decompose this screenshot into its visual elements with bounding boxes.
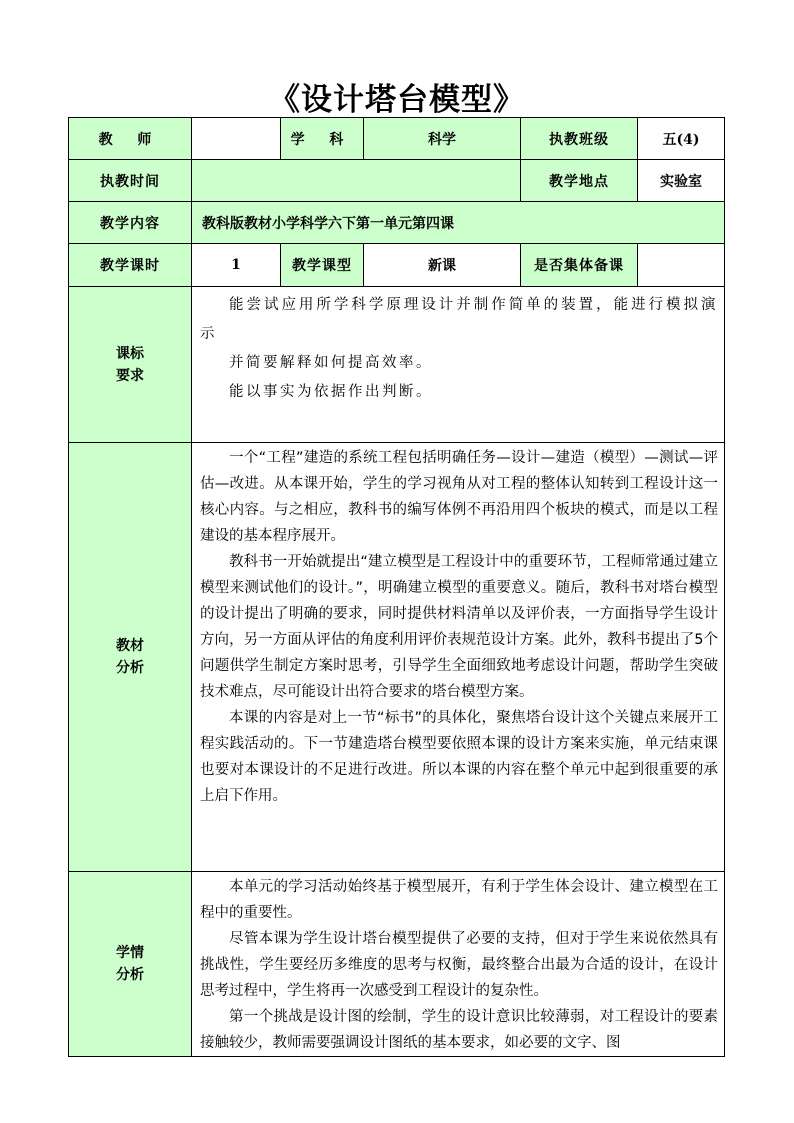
collective-value: [638, 244, 725, 287]
students-label: [69, 872, 192, 1057]
material-paragraph: 教科书一开始就提出“建立模型是工程设计中的重要环节，工程师常通过建立模型来测试他们的设计。”，明确建立模型的重要意义。随后，教科书对塔台模型的设计提出了明确的要求，同时提供材料清单以及评价表，一方面指导学生设计方向，另一方面从评估的角度利用评价表规范设计方案。此外，教科书提出了5个问题供学生制定方案时思考，引导学生全面细致地考虑设计问题，帮助学生突破技术难点，尽可能设计出符合要求的塔台模型方案。: [200, 554, 718, 700]
class-label: 执教班级: [521, 118, 638, 160]
students-paragraph: 本单元的学习活动始终基于模型展开，有利于学生体会设计、建立模型在工程中的重要性。: [200, 879, 718, 921]
standards-content: [192, 287, 725, 443]
standards-label-line1: 课标: [116, 345, 144, 362]
row-standards: [69, 287, 725, 443]
content-value: 教科版教材小学科学六下第一单元第四课: [192, 202, 725, 244]
standards-label: [69, 287, 192, 443]
row-material: [69, 443, 725, 872]
row-students: [69, 872, 725, 1057]
place-value: 实验室: [638, 160, 725, 202]
standards-paragraph: 并简要解释如何提高效率。: [229, 355, 433, 371]
row-hours: [69, 244, 725, 287]
material-content: [192, 443, 725, 872]
material-label: [69, 443, 192, 872]
teacher-label: 教 师: [98, 131, 162, 148]
row-content: [69, 202, 725, 244]
material-label-line1: 教材: [116, 638, 144, 654]
standards-paragraph: 能尝试应用所学科学原理设计并制作简单的装置，能进行模拟演示: [200, 297, 718, 342]
hours-value: 1: [192, 244, 281, 287]
material-paragraph: 一个“工程”建造的系统工程包括明确任务—设计—建造（模型）—测试—评估—改进。从本课开始，学生的学习视角从对工程的整体认知转到工程设计这一核心内容。与之相应，教科书的编写体例不再沿用四个板块的模式，而是以工程建设的基本程序展开。: [200, 450, 718, 544]
subject-value: 科学: [364, 118, 521, 160]
row-time: [69, 160, 725, 202]
type-label: 教学课型: [281, 244, 364, 287]
students-content: [192, 872, 725, 1057]
students-paragraph: 尽管本课为学生设计塔台模型提供了必要的支持，但对于学生来说依然具有挑战性，学生要经历多维度的思考与权衡，最终整合出最为合适的设计，在设计思考过程中，学生将再一次感受到工程设计的复杂性。: [200, 931, 718, 999]
hours-label: 教学课时: [69, 244, 192, 287]
row-teacher: [69, 118, 725, 160]
students-label-line2: 分析: [116, 967, 144, 983]
class-value: 五(4): [638, 118, 725, 160]
students-label-line1: 学情: [116, 945, 144, 961]
lesson-plan-table: [68, 117, 725, 1057]
subject-label: 学 科: [290, 131, 354, 148]
students-paragraph: 第一个挑战是设计图的绘制，学生的设计意识比较薄弱，对工程设计的要素接触较少，教师需要强调设计图纸的基本要求，如必要的文字、图: [200, 1009, 718, 1051]
material-paragraph: 本课的内容是对上一节“标书”的具体化，聚焦塔台设计这个关键点来展开工程实践活动的。下一节建造塔台模型要依照本课的设计方案来实施，单元结束课也要对本课设计的不足进行改进。所以本课的内容在整个单元中起到很重要的承上启下作用。: [200, 710, 718, 804]
document-title: 《设计塔台模型》: [269, 82, 525, 118]
content-label: 教学内容: [69, 202, 192, 244]
standards-label-line2: 要求: [116, 367, 144, 384]
time-value: [192, 160, 521, 202]
collective-label: 是否集体备课: [521, 244, 638, 287]
standards-paragraph: 能以事实为依据作出判断。: [229, 384, 433, 400]
time-label: 执教时间: [69, 160, 192, 202]
type-value: 新课: [364, 244, 521, 287]
place-label: 教学地点: [521, 160, 638, 202]
teacher-value: [192, 118, 281, 160]
material-label-line2: 分析: [116, 660, 144, 676]
